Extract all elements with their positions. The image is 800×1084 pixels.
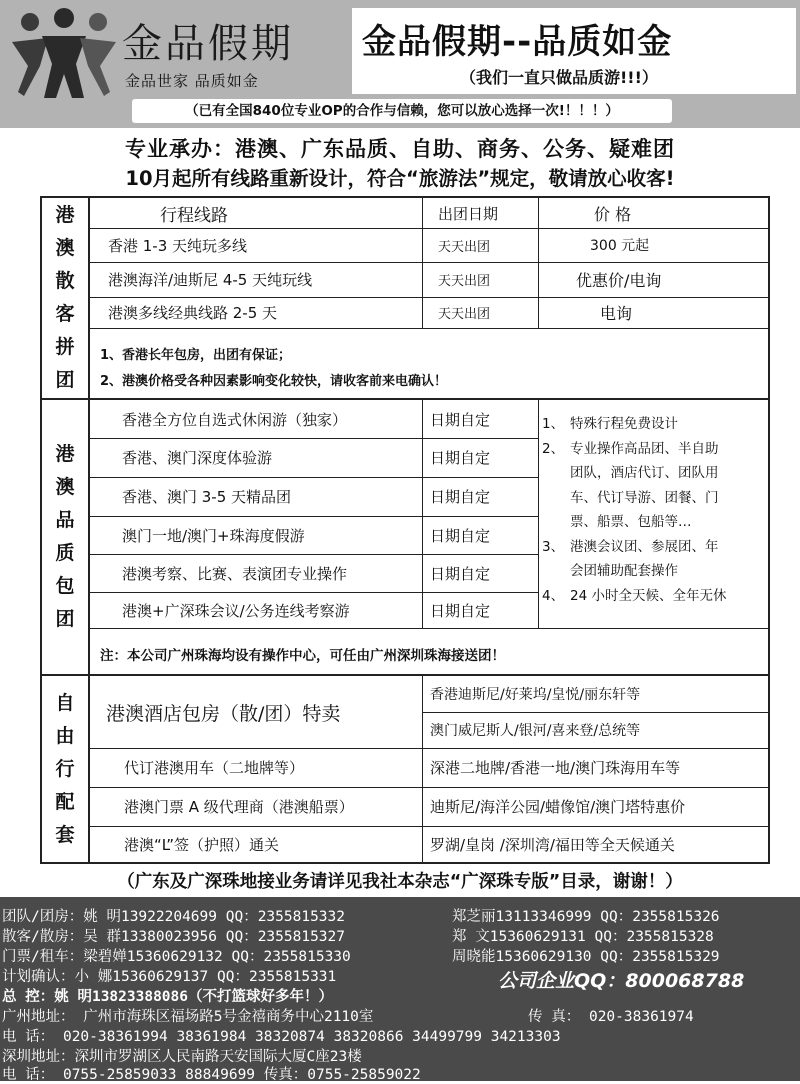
contact-row: 散客/散房：吴 群13380023956 QQ：2355815327 [2, 929, 345, 945]
section-label: 港 澳 品 质 包 团 [42, 400, 90, 674]
header-date: 出团日期 [438, 204, 499, 223]
table-row-price: 优惠价/电询 [576, 271, 662, 290]
list-item: 2、 专业操作高品团、半自助 [542, 440, 719, 457]
list-item: 香港迪斯尼/好莱坞/皇悦/丽东轩等 [430, 687, 641, 703]
table-row-route: 港澳海洋/迪斯尼 4-5 天纯玩线 [108, 271, 313, 289]
table-row-route: 香港、澳门 3-5 天精品团 [122, 488, 292, 506]
shenzhen-address: 深圳地址：深圳市罗湖区人民南路天安国际大厦C座23楼 [2, 1049, 362, 1065]
table-row-service: 代订港澳用车（二地牌等） [124, 759, 305, 777]
contact-row: 郑 文15360629131 QQ：2355815328 [452, 929, 714, 945]
brand-name: 金品假期 [122, 21, 294, 67]
table-row-date: 天天出团 [438, 307, 491, 322]
table-row-route: 香港、澳门深度体验游 [122, 449, 273, 467]
table-row-price: 电询 [600, 304, 633, 323]
table-row-detail: 迪斯尼/海洋公园/蜡像馆/澳门塔特惠价 [430, 798, 686, 816]
table-row-service: 港澳门票 A 级代理商（港澳船票） [124, 798, 354, 816]
guangzhou-fax: 传 真： 020-38361974 [528, 1009, 694, 1025]
table-row-route: 澳门一地/澳门+珠海度假游 [122, 526, 305, 545]
list-item: 1、 特殊行程免费设计 [542, 416, 678, 432]
section-hk-macau-quality-charter [40, 398, 770, 676]
table-row-price: 300 元起 [590, 238, 650, 254]
table-row-route: 港澳考察、比赛、表演团专业操作 [122, 564, 348, 583]
subtitle: （我们一直只做品质游!!!） [460, 68, 658, 87]
header-route: 行程线路 [160, 205, 228, 226]
contact-row: 团队/团房：姚 明13922204699 QQ：2355815332 [2, 909, 345, 925]
table-row-detail: 罗湖/皇岗 /深圳湾/福田等全天候通关 [430, 835, 675, 854]
table-row-date: 日期自定 [430, 488, 491, 506]
services-line: 专业承办：港澳、广东品质、自助、商务、公务、疑难团 [125, 137, 675, 161]
list-item: 3、 港澳会议团、参展团、年 [542, 538, 719, 555]
list-item: 4、 24 小时全天候、全年无休 [542, 587, 727, 604]
table-row-date: 日期自定 [430, 601, 491, 620]
header-banner [0, 0, 800, 128]
contact-row: 门票/租车：梁碧婵15360629132 QQ：2355815330 [2, 949, 351, 965]
shenzhen-phone: 电 话： 0755-25859033 88849699 传真：0755-25859022 [2, 1067, 421, 1083]
section-label: 港 澳 散 客 拼 团 [42, 198, 90, 398]
contact-row: 计划确认：小 娜15360629137 QQ：2355815331 [2, 969, 337, 985]
contact-row: 总 控：姚 明13823388086（不打篮球好多年！） [2, 989, 333, 1005]
table-row-date: 日期自定 [430, 526, 491, 545]
main-title: 金品假期--品质如金 [362, 22, 673, 62]
table-row-route: 港澳+广深珠会议/公务连线考察游 [122, 601, 350, 620]
guangzhou-phone: 电 话： 020-38361994 38361984 38320874 38320866 34499799 34213303 [2, 1029, 561, 1045]
title-box [352, 8, 796, 94]
list-item: 澳门威尼斯人/银河/喜来登/总统等 [430, 723, 641, 739]
feature-list: 1、 特殊行程免费设计 2、 专业操作高品团、半自助 团队，酒店代订、团队用 车、代订导游、团餐、门 票、船票、包船等… 3、 港澳会议团、参展团、年 会团辅助配套操作 4、 24 小时全天候、全年无休 [542, 412, 767, 608]
section-free-travel-services [40, 674, 770, 864]
table-row-route: 香港 1-3 天纯玩多线 [108, 236, 248, 255]
brand-motto: 金品世家 品质如金 [125, 72, 259, 90]
note-line: 注：本公司广州珠海均设有操作中心，可任由广州深圳珠海接送团！ [100, 648, 505, 664]
table-row-date: 日期自定 [430, 564, 491, 583]
notice-line: 10月起所有线路重新设计，符合“旅游法”规定，敬请放心收客! [125, 167, 675, 190]
note-line: 1、香港长年包房，出团有保证； [100, 348, 292, 363]
section-label: 自 由 行 配 套 [42, 676, 90, 862]
note-line: 2、港澳价格受各种因素影响变化较快，请收客前来电确认！ [100, 374, 448, 389]
section-hk-macau-group-tours [40, 196, 770, 400]
table-row-date: 日期自定 [430, 449, 491, 467]
contact-row: 周晓能15360629130 QQ：2355815329 [452, 949, 720, 965]
logo-figures-icon [10, 8, 118, 100]
hotel-title: 港澳酒店包房（散/团）特卖 [106, 702, 341, 725]
contact-row: 郑芝丽13113346999 QQ：2355815326 [452, 909, 720, 925]
company-qq: 公司企业QQ：800068788 [498, 970, 745, 992]
table-row-route: 香港全方位自选式休闲游（独家） [122, 410, 348, 429]
trust-statement: （已有全国840位专业OP的合作与信赖，您可以放心选择一次!！！！） [132, 99, 672, 123]
guangzhou-address: 广州地址： 广州市海珠区福场路5号金禧商务中心2110室 [2, 1009, 374, 1025]
contact-footer [0, 897, 800, 1081]
table-row-date: 天天出团 [438, 274, 491, 289]
table-row-service: 港澳“L”签（护照）通关 [124, 835, 279, 854]
table-row-date: 天天出团 [438, 239, 491, 255]
header-price: 价 格 [594, 204, 632, 224]
table-row-date: 日期自定 [430, 410, 491, 429]
local-service-line: （广东及广深珠地接业务请详见我社本杂志“广深珠专版”目录，谢谢！） [117, 872, 683, 892]
table-row-route: 港澳多线经典线路 2-5 天 [108, 304, 278, 322]
table-row-detail: 深港二地牌/香港一地/澳门珠海用车等 [430, 759, 681, 777]
